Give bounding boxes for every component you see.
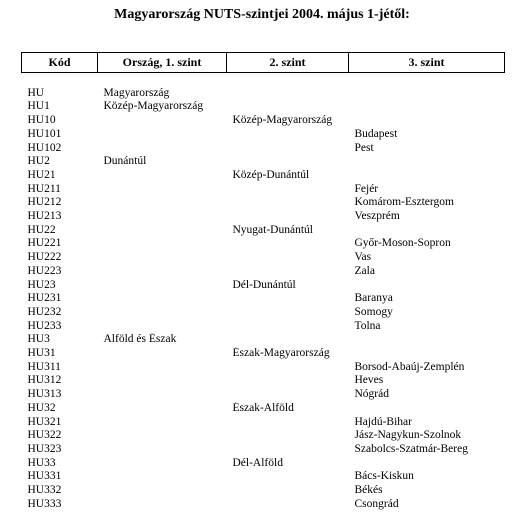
header-orszag-1-szint: Ország, 1. szint	[98, 53, 227, 73]
level1-cell	[98, 470, 227, 484]
level2-cell	[227, 210, 349, 224]
level2-cell	[227, 142, 349, 156]
level3-cell	[349, 224, 505, 238]
table-header	[22, 53, 505, 73]
level3-cell: Hajdú-Bihar	[354, 415, 412, 428]
level1-cell	[98, 265, 227, 279]
table-row	[22, 292, 505, 306]
level1-cell: Dunántúl	[103, 155, 147, 168]
level1-cell	[98, 402, 227, 416]
level3-cell	[349, 457, 505, 471]
kod-cell: HU232	[27, 305, 62, 318]
level2-cell	[227, 251, 349, 265]
level1-cell	[98, 237, 227, 251]
kod-cell: HU21	[27, 168, 56, 181]
level2-cell: Közép-Dunántúl	[232, 168, 310, 181]
table-body	[22, 73, 505, 512]
spacer-row	[22, 73, 505, 87]
level3-cell: Fejér	[354, 182, 379, 195]
level3-cell	[349, 347, 505, 361]
table-row	[22, 279, 505, 293]
level3-cell: Baranya	[354, 292, 393, 305]
level1-cell: Magyarország	[103, 86, 170, 99]
table-row	[22, 361, 505, 375]
kod-cell: HU10	[27, 114, 56, 127]
kod-cell: HU313	[27, 388, 62, 401]
kod-cell: HU312	[27, 374, 62, 387]
level1-cell	[98, 292, 227, 306]
level1-cell	[98, 498, 227, 512]
nuts-table	[21, 52, 505, 511]
table-row	[22, 374, 505, 388]
level2-cell	[227, 100, 349, 114]
level3-cell: Vas	[354, 251, 372, 264]
level2-cell	[227, 183, 349, 197]
level2-cell	[227, 333, 349, 347]
level3-cell: Jász-Nagykun-Szolnok	[354, 429, 462, 442]
level3-cell	[349, 155, 505, 169]
kod-cell: HU212	[27, 196, 62, 209]
level2-cell	[227, 306, 349, 320]
kod-cell: HU1	[27, 100, 50, 113]
kod-cell: HU101	[27, 127, 62, 140]
level1-cell	[98, 183, 227, 197]
table-row	[22, 169, 505, 183]
level2-cell	[227, 484, 349, 498]
level1-cell	[98, 306, 227, 320]
level1-cell	[98, 320, 227, 334]
kod-cell: HU3	[27, 333, 50, 346]
kod-cell: HU33	[27, 456, 56, 469]
level1-cell	[98, 347, 227, 361]
level3-cell: Bács-Kiskun	[354, 470, 414, 483]
table-row	[22, 114, 505, 128]
header-kod: Kód	[22, 53, 98, 73]
level1-cell	[98, 374, 227, 388]
level1-cell	[98, 484, 227, 498]
level3-cell: Komárom-Esztergom	[354, 196, 454, 209]
level2-cell	[227, 292, 349, 306]
table-row	[22, 265, 505, 279]
kod-cell: HU331	[27, 470, 62, 483]
level1-cell: Alföld és Észak	[103, 333, 177, 346]
level3-cell	[349, 279, 505, 293]
table-row	[22, 155, 505, 169]
level3-cell	[349, 100, 505, 114]
table-row	[22, 388, 505, 402]
level2-cell	[227, 470, 349, 484]
level3-cell	[349, 114, 505, 128]
level2-cell	[227, 155, 349, 169]
level2-cell: Közép-Magyarország	[232, 114, 333, 127]
kod-cell: HU321	[27, 415, 62, 428]
level3-cell: Zala	[354, 264, 375, 277]
level1-cell	[98, 210, 227, 224]
table-row	[22, 320, 505, 334]
level1-cell	[98, 196, 227, 210]
kod-cell: HU323	[27, 442, 62, 455]
level3-cell: Nógrád	[354, 388, 389, 401]
level2-cell	[227, 388, 349, 402]
level3-cell: Somogy	[354, 305, 393, 318]
kod-cell: HU221	[27, 237, 62, 250]
level3-cell: Pest	[354, 141, 374, 154]
table-row	[22, 100, 505, 114]
level3-cell: Veszprém	[354, 210, 400, 223]
kod-cell: HU102	[27, 141, 62, 154]
level1-cell	[98, 279, 227, 293]
kod-cell: HU223	[27, 264, 62, 277]
level2-cell: Dél-Dunántúl	[232, 278, 296, 291]
table-row	[22, 402, 505, 416]
kod-cell: HU22	[27, 223, 56, 236]
table-row	[22, 306, 505, 320]
level2-cell: Észak-Alföld	[232, 401, 294, 414]
table-row	[22, 484, 505, 498]
level3-cell: Csongrád	[354, 497, 399, 510]
table-row	[22, 237, 505, 251]
table-row	[22, 142, 505, 156]
kod-cell: HU322	[27, 429, 62, 442]
page-title: Magyarország NUTS-szintjei 2004. május 1-jétől:	[114, 7, 410, 22]
table-row	[22, 429, 505, 443]
level1-cell	[98, 429, 227, 443]
kod-cell: HU	[27, 86, 45, 99]
table-row	[22, 457, 505, 471]
table-row	[22, 333, 505, 347]
level2-cell	[227, 429, 349, 443]
level2-cell	[227, 128, 349, 142]
level2-cell	[227, 443, 349, 457]
table-row	[22, 128, 505, 142]
table-row	[22, 470, 505, 484]
kod-cell: HU31	[27, 347, 56, 360]
table-row	[22, 251, 505, 265]
table-row	[22, 87, 505, 101]
level3-cell	[349, 169, 505, 183]
kod-cell: HU233	[27, 319, 62, 332]
kod-cell: HU311	[27, 360, 61, 373]
level3-cell: Heves	[354, 374, 384, 387]
kod-cell: HU333	[27, 497, 62, 510]
kod-cell: HU222	[27, 251, 62, 264]
level2-cell	[227, 87, 349, 101]
level2-cell	[227, 374, 349, 388]
level2-cell	[227, 196, 349, 210]
level3-cell	[349, 402, 505, 416]
table-row	[22, 416, 505, 430]
level1-cell	[98, 388, 227, 402]
kod-cell: HU2	[27, 155, 50, 168]
level1-cell	[98, 128, 227, 142]
table-row	[22, 347, 505, 361]
level1-cell: Közép-Magyarország	[103, 100, 204, 113]
level2-cell	[227, 498, 349, 512]
level3-cell: Győr-Moson-Sopron	[354, 237, 451, 250]
kod-cell: HU32	[27, 401, 56, 414]
level3-cell: Tolna	[354, 319, 381, 332]
level2-cell: Nyugat-Dunántúl	[232, 223, 313, 236]
level1-cell	[98, 142, 227, 156]
table-row	[22, 498, 505, 512]
level2-cell: Észak-Magyarország	[232, 347, 330, 360]
kod-cell: HU23	[27, 278, 56, 291]
level2-cell	[227, 265, 349, 279]
kod-cell: HU332	[27, 484, 62, 497]
level1-cell	[98, 443, 227, 457]
level2-cell	[227, 320, 349, 334]
level1-cell	[98, 251, 227, 265]
level3-cell: Szabolcs-Szatmár-Bereg	[354, 442, 468, 455]
level3-cell	[349, 87, 505, 101]
kod-cell: HU211	[27, 182, 61, 195]
level3-cell	[349, 333, 505, 347]
level3-cell: Békés	[354, 484, 383, 497]
table-row	[22, 210, 505, 224]
level3-cell: Borsod-Abaúj-Zemplén	[354, 360, 465, 373]
level2-cell	[227, 361, 349, 375]
kod-cell: HU213	[27, 210, 62, 223]
level1-cell	[98, 361, 227, 375]
table-row	[22, 196, 505, 210]
level2-cell: Dél-Alföld	[232, 456, 283, 469]
level3-cell: Budapest	[354, 127, 398, 140]
table-row	[22, 443, 505, 457]
table-row	[22, 183, 505, 197]
level1-cell	[98, 416, 227, 430]
header-2-szint: 2. szint	[227, 53, 349, 73]
level2-cell	[227, 416, 349, 430]
level1-cell	[98, 224, 227, 238]
table-row	[22, 224, 505, 238]
level1-cell	[98, 114, 227, 128]
level1-cell	[98, 169, 227, 183]
kod-cell: HU231	[27, 292, 62, 305]
level1-cell	[98, 457, 227, 471]
header-3-szint: 3. szint	[349, 53, 505, 73]
level2-cell	[227, 237, 349, 251]
